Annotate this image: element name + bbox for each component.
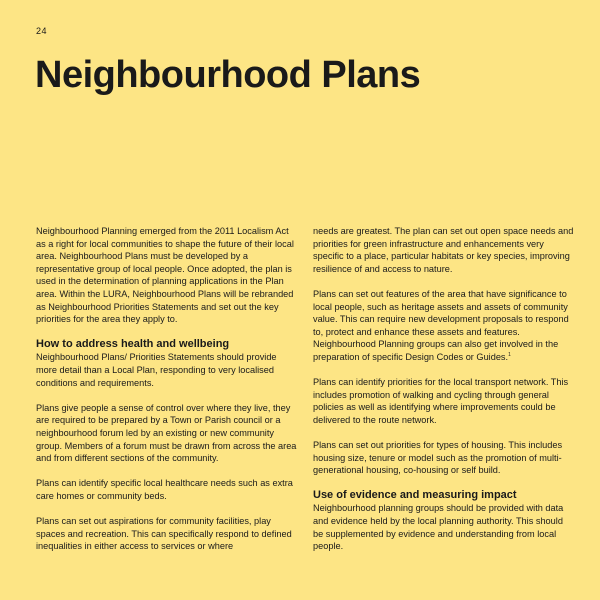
section-heading-health: How to address health and wellbeing bbox=[36, 338, 230, 351]
section-heading-evidence: Use of evidence and measuring impact bbox=[313, 489, 517, 502]
left-column bbox=[36, 225, 298, 565]
paragraph-text: Plans can set out features of the area that have significance to local people, such as heritage assets and assets of community value. This can require new development proposals to respond to, protect and enhance these assets and features. Neighbourhood Planning groups can also get involved in the preparation of specific Design Codes or Guides. bbox=[313, 288, 569, 362]
paragraph: needs are greatest. The plan can set out open space needs and priorities for green infrastructure and enhancements very specific to a place, particular habitats or key species, improving resilience of and access to nature. bbox=[313, 226, 574, 274]
paragraph: Plans can set out aspirations for community facilities, play spaces and recreation. This can specifically respond to defined inequalities in either access to services or where bbox=[36, 516, 292, 552]
footnote-marker: 1 bbox=[508, 351, 511, 358]
paragraph-with-footnote bbox=[313, 288, 575, 364]
page-title: Neighbourhood Plans bbox=[35, 54, 421, 96]
page-number: 24 bbox=[36, 26, 48, 36]
paragraph: Plans give people a sense of control over where they live, they are required to be prepared by a Town or Parish council or a neighbourhood forum led by an existing or new community group. Members of a forum must be drawn from across the area and from different sections of the community. bbox=[36, 402, 297, 464]
paragraph: Neighbourhood Plans/ Priorities Statements should provide more detail than a Local Plan, responding to very localised conditions and requirements. bbox=[36, 352, 277, 388]
right-column bbox=[313, 225, 575, 565]
paragraph: Neighbourhood planning groups should be provided with data and evidence held by the local planning authority. This should be supplemented by evidence and understanding from local people. bbox=[313, 503, 564, 552]
intro-paragraph: Neighbourhood Planning emerged from the 2011 Localism Act as a right for local communities to shape the future of their local area. Neighbourhood Plans must be developed by a representative group of local people. Once adopted, the plan is used in the determination of planning applications in the Plan area. Within the LURA, Neighbourhood Plans will be rebranded as Neighbourhood Priorities Statements and set out the key priorities for the area they apply to. bbox=[36, 226, 294, 325]
paragraph: Plans can identify priorities for the local transport network. This includes promotion of walking and cycling through general policies as well as identifying where improvements could be delivered to the route network. bbox=[313, 377, 569, 425]
paragraph: Plans can set out priorities for types of housing. This includes housing size, tenure or model such as the promotion of multi-generational housing, co-housing or self build. bbox=[313, 440, 563, 476]
paragraph: Plans can identify specific local healthcare needs such as extra care homes or community beds. bbox=[36, 478, 293, 501]
